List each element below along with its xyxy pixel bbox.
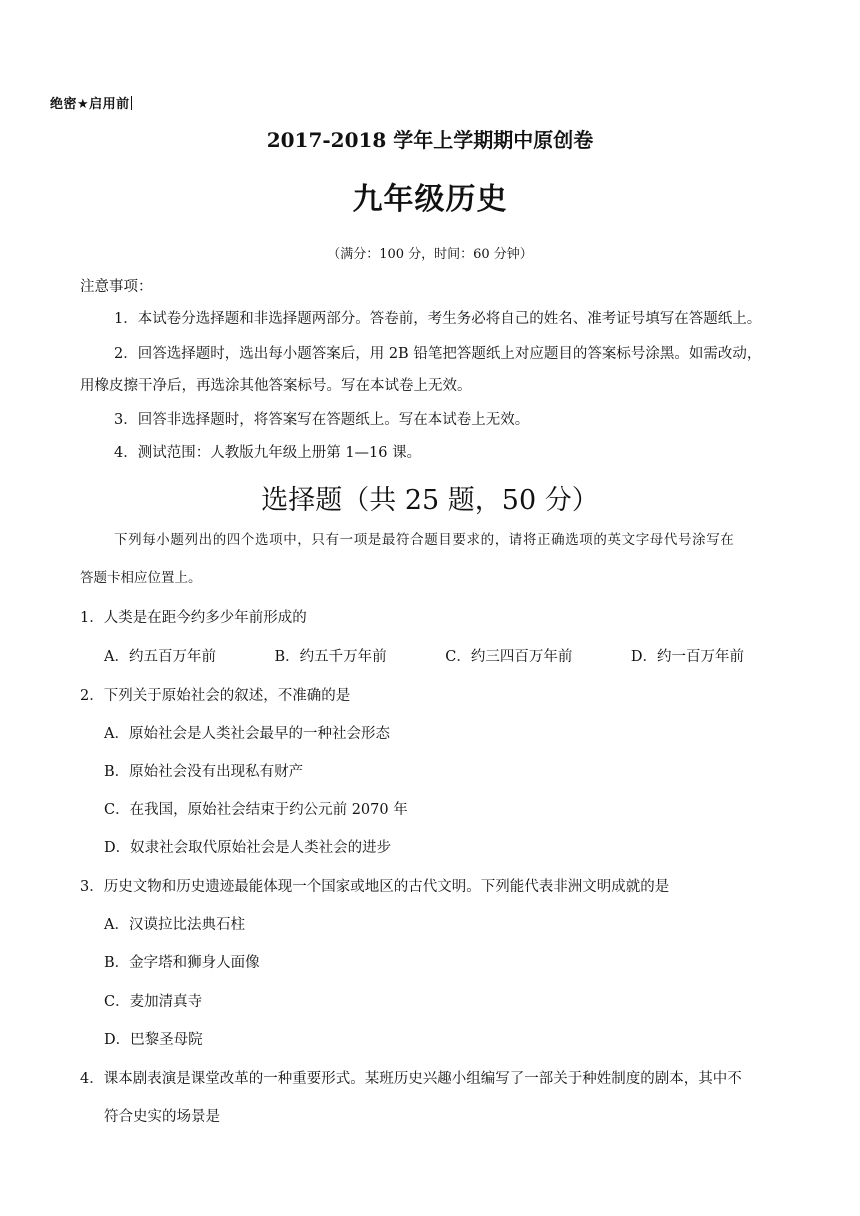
question-3-stem: 3．历史文物和历史遗迹最能体现一个国家或地区的古代文明。下列能代表非洲文明成就的是 (80, 879, 670, 895)
notice-item-2-line-1: 2．回答选择题时，选出每小题答案后，用 2B 铅笔把答题纸上对应题目的答案标号涂黑。如需改动， (114, 346, 762, 362)
question-2-stem: 2．下列关于原始社会的叙述，不准确的是 (80, 688, 351, 704)
notice-item-1: 1．本试卷分选择题和非选择题两部分。答卷前，考生务必将自己的姓名、准考证号填写在答题纸上。 (114, 311, 762, 327)
exam-subtitle: 2017-2018 学年上学期期中原创卷 (266, 128, 594, 152)
secret-mark: 绝密★启用前 (50, 97, 130, 112)
question-2-option-b: B．原始社会没有出现私有财产 (104, 764, 304, 780)
question-2-option-a: A．原始社会是人类社会最早的一种社会形态 (104, 726, 390, 742)
question-3-option-b: B．金字塔和狮身人面像 (104, 955, 260, 971)
score-time-info: （满分：100 分，时间：60 分钟） (327, 247, 533, 262)
question-1-option-d: D．约一百万年前 (630, 649, 744, 665)
question-4-stem-line-2: 符合史实的场景是 (104, 1109, 220, 1125)
notice-heading: 注意事项： (80, 279, 153, 295)
section-instruction-line-2: 答题卡相应位置上。 (80, 570, 202, 586)
question-3-option-c: C．麦加清真寺 (104, 994, 203, 1010)
question-2-option-d: D．奴隶社会取代原始社会是人类社会的进步 (104, 840, 392, 856)
question-4-stem-line-1: 4．课本剧表演是课堂改革的一种重要形式。某班历史兴趣小组编写了一部关于种姓制度的剧本，其中不 (80, 1071, 742, 1087)
notice-item-4: 4．测试范围：人教版九年级上册第 1—16 课。 (114, 445, 422, 461)
question-3-option-a: A．汉谟拉比法典石柱 (104, 917, 245, 933)
question-1-options (104, 645, 744, 666)
question-2-option-c: C．在我国，原始社会结束于约公元前 2070 年 (104, 802, 408, 818)
question-1-option-b: B．约五千万年前 (274, 649, 387, 665)
notice-item-2-line-2: 用橡皮擦干净后，再选涂其他答案标号。写在本试卷上无效。 (80, 378, 472, 394)
section-instruction-line-1: 下列每小题列出的四个选项中，只有一项是最符合题目要求的，请将正确选项的英文字母代号涂写在 (114, 532, 735, 548)
question-3-option-d: D．巴黎圣母院 (104, 1032, 203, 1048)
question-1-option-c: C．约三四百万年前 (445, 649, 573, 665)
text-cursor (131, 96, 132, 110)
question-1-option-a: A．约五百万年前 (104, 649, 216, 665)
question-1-stem: 1．人类是在距今约多少年前形成的 (80, 610, 307, 626)
notice-item-3: 3．回答非选择题时，将答案写在答题纸上。写在本试卷上无效。 (114, 412, 530, 428)
exam-title: 九年级历史 (352, 182, 508, 217)
section-title: 选择题（共 25 题，50 分） (261, 485, 599, 516)
